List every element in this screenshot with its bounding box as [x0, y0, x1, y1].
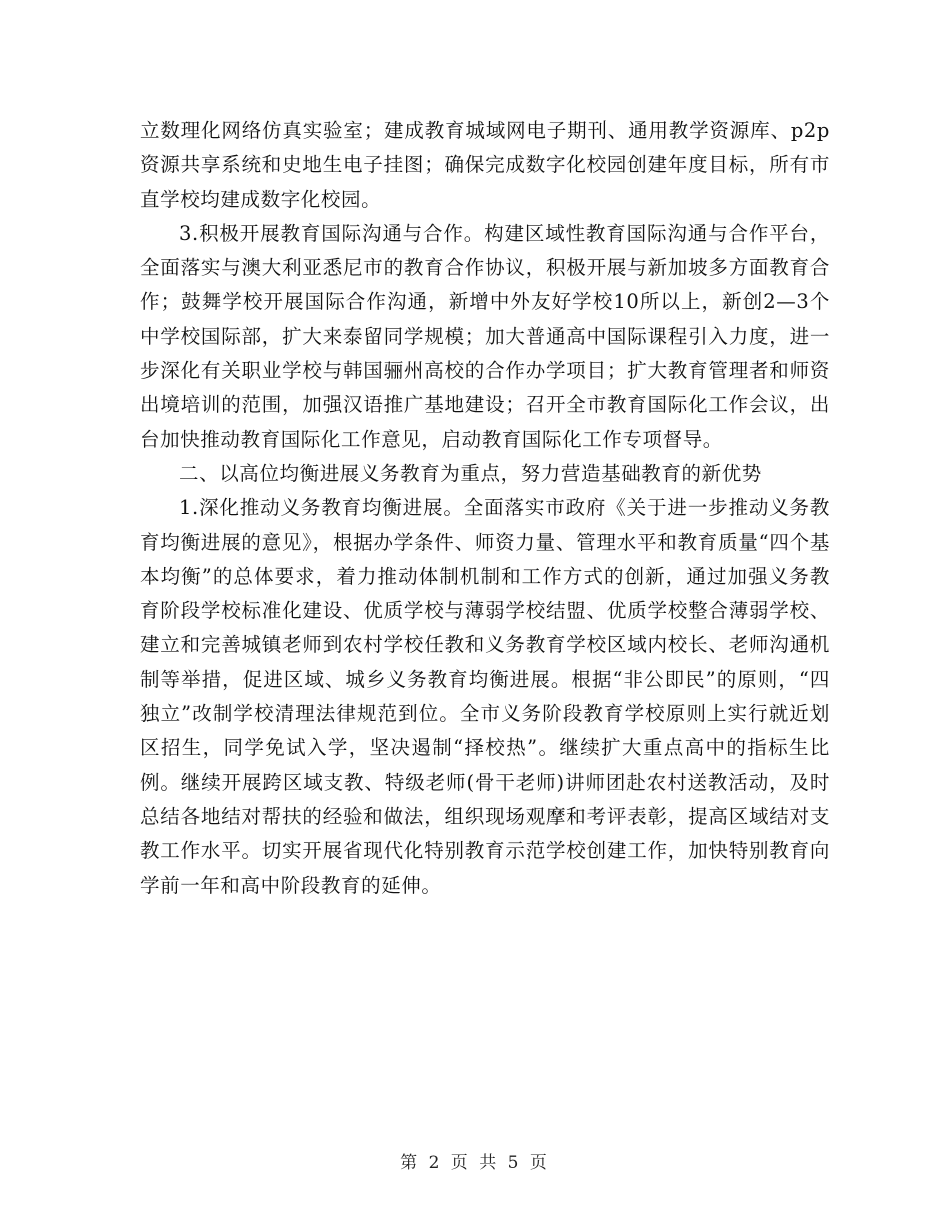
section-heading-compulsory-education: 二、以高位均衡进展义务教育为重点，努力营造基础教育的新优势 [179, 461, 762, 485]
paragraph-balanced-development: 1.深化推动义务教育均衡进展。全面落实市政府《关于进一步推动义务教育均衡进展的意见》，根据办学条件、师资力量、管理水平和教育质量“四个基本均衡”的总体要求，着力推动体制机制和工作方式的创新，通过加强义务教育阶段学校标准化建设、优质学校与薄弱学校结盟、优质学校整合薄弱学校、建立和完善城镇老师到农村学校任教和义务教育学校区域内校长、老师沟通机制等举措，促进区域、城乡义务教育均衡进展。根据“非公即民”的原则，“四独立”改制学校清理法律规范到位。全市义务阶段教育学校原则上实行就近划区招生，同学免试入学，坚决遏制“择校热”。继续扩大重点高中的指标生比例。继续开展跨区域支教、特级老师(骨干老师)讲师团赴农村送教活动，及时总结各地结对帮扶的经验和做法，组织现场观摩和考评表彰，提高区域结对支教工作水平。切实开展省现代化特别教育示范学校创建工作，加快特别教育向学前一年和高中阶段教育的延伸。 [140, 496, 830, 897]
page-footer: 第 2 页 共 5 页 [400, 1153, 550, 1173]
paragraph-continuation: 立数理化网络仿真实验室；建成教育城域网电子期刊、通用教学资源库、p2p资源共享系统和史地生电子挂图；确保完成数字化校园创建年度目标，所有市直学校均建成数字化校园。 [140, 119, 830, 211]
paragraph-international-cooperation: 3.积极开展教育国际沟通与合作。构建区域性教育国际沟通与合作平台，全面落实与澳大利亚悉尼市的教育合作协议，积极开展与新加坡多方面教育合作；鼓舞学校开展国际合作沟通，新增中外友好学校10所以上，新创2—3个中学校国际部，扩大来泰留同学规模；加大普通高中国际课程引入力度，进一步深化有关职业学校与韩国骊州高校的合作办学项目；扩大教育管理者和师资出境培训的范围，加强汉语推广基地建设；召开全市教育国际化工作会议，出台加快推动教育国际化工作意见，启动教育国际化工作专项督导。 [140, 221, 830, 451]
document-body [140, 114, 830, 903]
